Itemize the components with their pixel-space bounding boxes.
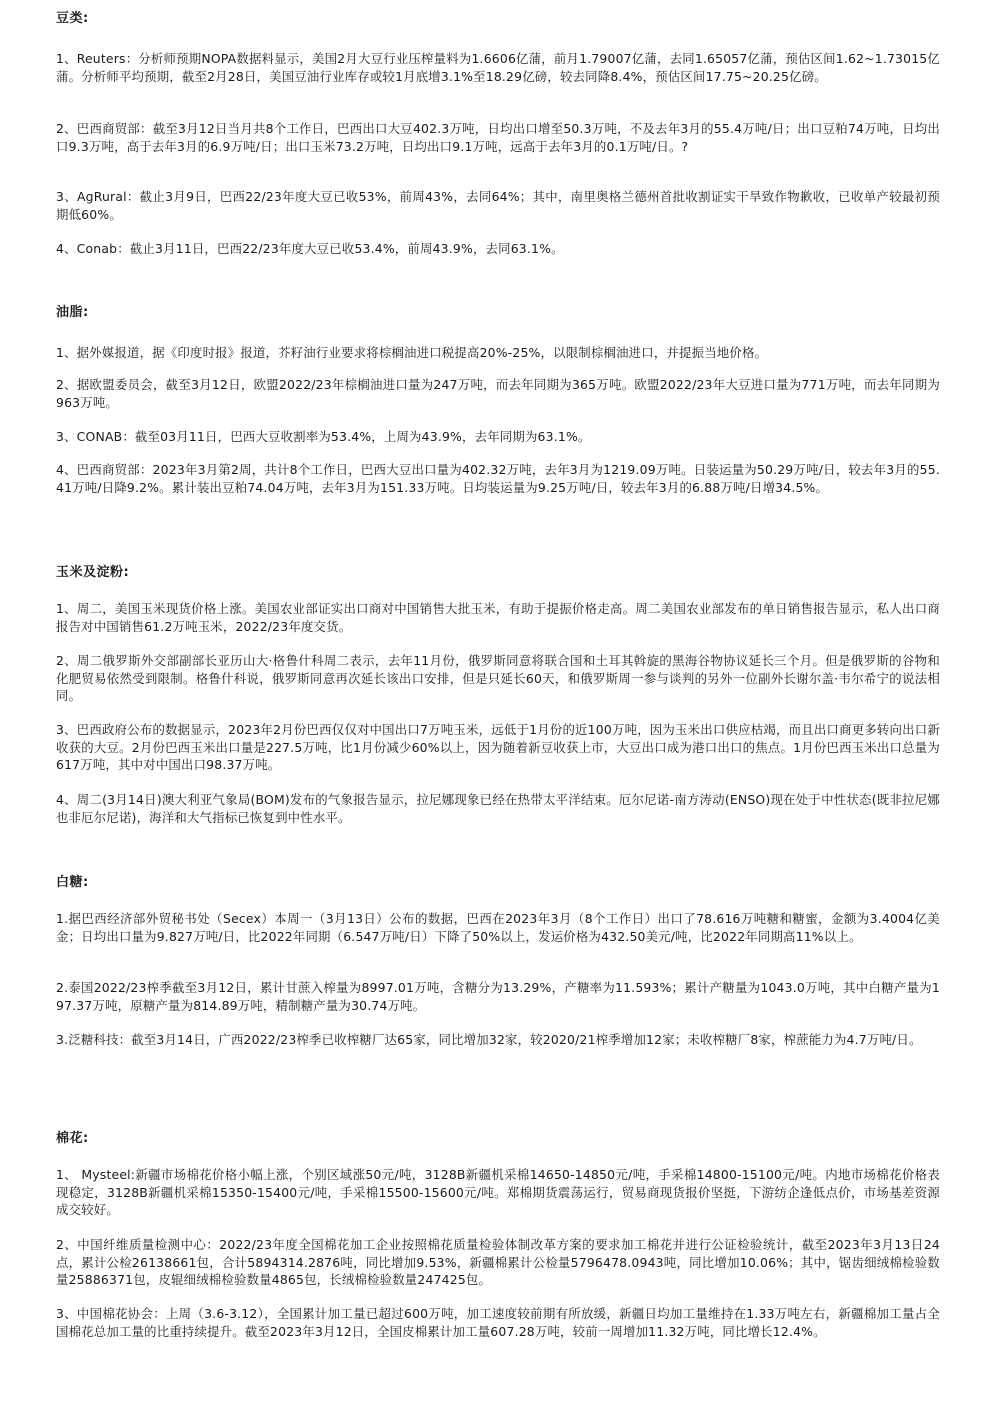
paragraph-text: 2、中国纤维质量检测中心：2022/23年度全国棉花加工企业按照棉花质量检验体制改革方案的要求加工棉花并进行公证检验统计，截至2023年3月13日24点，累计公检26138661包，合计5894314.2876吨，同比增加9.53%，新疆棉累计公检量5796478.0943吨，同比增加10.06%；其中，锯齿细绒棉检验数量25886371包，皮辊细绒棉检验数量4865包，长绒棉检验数量247425包。: [56, 1237, 940, 1287]
paragraph-text: 3、CONAB：截至03月11日，巴西大豆收割率为53.4%，上周为43.9%，去年同期为63.1%。: [56, 429, 591, 444]
paragraph-text: 2、巴西商贸部：截至3月12日当月共8个工作日，巴西出口大豆402.3万吨，日均出口增至50.3万吨，不及去年3月的55.4万吨/日；出口豆粕74万吨，日均出口9.3万吨，高于去年3月的6.9万吨/日；出口玉米73.2万吨，日均出口9.1万吨，远高于去年3月的0.1万吨/日。?: [56, 121, 940, 154]
section-sugar: [56, 874, 940, 892]
paragraph-text: 2、周二俄罗斯外交部副部长亚历山大·格鲁什科周二表示，去年11月份，俄罗斯同意将联合国和土耳其斡旋的黑海谷物协议延长三个月。但是俄罗斯的谷物和化肥贸易依然受到限制。格鲁什科说，俄罗斯同意再次延长该出口安排，但是只延长60天，和俄罗斯周一参与谈判的另外一位副外长谢尔盖·韦尔希宁的说法相同。: [56, 653, 940, 703]
paragraph: [56, 910, 940, 945]
paragraph: [56, 120, 940, 155]
paragraph-text: 4、周二(3月14日)澳大利亚气象局(BOM)发布的气象报告显示，拉尼娜现象已经在热带太平洋结束。厄尔尼诺-南方涛动(ENSO)现在处于中性状态(既非拉尼娜也非厄尔尼诺)，海洋和大气指标已恢复到中性水平。: [56, 792, 940, 825]
paragraph: [56, 1236, 940, 1289]
paragraph: [56, 240, 940, 258]
paragraph-text: 2、据欧盟委员会，截至3月12日，欧盟2022/23年棕榈油进口量为247万吨，而去年同期为365万吨。欧盟2022/23年大豆进口量为771万吨，而去年同期为963万吨。: [56, 377, 940, 410]
paragraph: [56, 376, 940, 411]
section-title: 白糖:: [56, 875, 89, 890]
paragraph-text: 3、巴西政府公布的数据显示，2023年2月份巴西仅仅对中国出口7万吨玉米，远低于1月份的近100万吨，因为玉米出口供应枯竭，而且出口商更多转向出口新收获的大豆。2月份巴西玉米出口量是227.5万吨，比1月份减少60%以上，因为随着新豆收获上市，大豆出口成为港口出口的焦点。1月份巴西玉米出口总量为617万吨，其中对中国出口98.37万吨。: [56, 722, 940, 772]
paragraph: [56, 721, 940, 774]
paragraph-text: 4、巴西商贸部：2023年3月第2周，共计8个工作日，巴西大豆出口量为402.32万吨，去年3月为1219.09万吨。日装运量为50.29万吨/日，较去年3月的55.41万吨/日降9.2%。累计装出豆粕74.04万吨，去年3月为151.33万吨。日均装运量为9.25万吨/日，较去年3月的6.88万吨/日增34.5%。: [56, 462, 940, 495]
paragraph: [56, 979, 940, 1014]
section-title: 豆类:: [56, 11, 89, 26]
paragraph: [56, 791, 940, 826]
paragraph: [56, 50, 940, 85]
section-cotton: [56, 1130, 940, 1148]
paragraph-text: 3.泛糖科技：截至3月14日，广西2022/23榨季已收榨糖厂达65家，同比增加32家，较2020/21榨季增加12家；未收榨糖厂8家，榨蔗能力为4.7万吨/日。: [56, 1032, 922, 1047]
paragraph-text: 3、中国棉花协会：上周（3.6-3.12），全国累计加工量已超过600万吨，加工速度较前期有所放缓，新疆日均加工量维持在1.33万吨左右，新疆棉加工量占全国棉花总加工量的比重持续提升。截至2023年3月12日，全国皮棉累计加工量607.28万吨，较前一周增加11.32万吨，同比增长12.4%。: [56, 1306, 940, 1339]
paragraph-text: 1、据外媒报道，据《印度时报》报道，芥籽油行业要求将棕榈油进口税提高20%-25%，以限制棕榈油进口，并提振当地价格。: [56, 345, 768, 360]
paragraph: [56, 1305, 940, 1340]
paragraph-text: 1、Reuters：分析师预期NOPA数据料显示，美国2月大豆行业压榨量料为1.6606亿蒲，前月1.79007亿蒲，去同1.65057亿蒲，预估区间1.62~1.73015亿蒲。分析师平均预期，截至2月28日，美国豆油行业库存或较1月底增3.1%至18.29亿磅，较去同降8.4%，预估区间17.75~20.25亿磅。: [56, 51, 940, 84]
paragraph-text: 1.据巴西经济部外贸秘书处（Secex）本周一（3月13日）公布的数据，巴西在2023年3月（8个工作日）出口了78.616万吨糖和糖蜜，金额为3.4004亿美金；日均出口量为9.827万吨/日，比2022年同期（6.547万吨/日）下降了50%以上，发运价格为432.50美元/吨，比2022年同期高11%以上。: [56, 911, 940, 944]
paragraph: [56, 344, 940, 362]
paragraph-text: 4、Conab：截止3月11日，巴西22/23年度大豆已收53.4%，前周43.9%，去同63.1%。: [56, 241, 564, 256]
section-corn-starch: [56, 564, 940, 582]
paragraph: [56, 428, 940, 446]
paragraph-text: 1、周二，美国玉米现货价格上涨。美国农业部证实出口商对中国销售大批玉米，有助于提振价格走高。周二美国农业部发布的单日销售报告显示，私人出口商报告对中国销售61.2万吨玉米，2022/23年度交货。: [56, 601, 940, 634]
section-oils: [56, 304, 940, 322]
section-title: 油脂:: [56, 305, 89, 320]
paragraph-text: 2.泰国2022/23榨季截至3月12日，累计甘蔗入榨量为8997.01万吨，含糖分为13.29%，产糖率为11.593%；累计产糖量为1043.0万吨，其中白糖产量为197.37万吨，原糖产量为814.89万吨，精制糖产量为30.74万吨。: [56, 980, 940, 1013]
paragraph: [56, 1031, 940, 1049]
section-title: 玉米及淀粉:: [56, 565, 130, 580]
paragraph: [56, 461, 940, 496]
paragraph: [56, 600, 940, 635]
section-beans: [56, 10, 940, 28]
section-title: 棉花:: [56, 1131, 89, 1146]
paragraph: [56, 1166, 940, 1219]
paragraph-text: 3、AgRural：截止3月9日，巴西22/23年度大豆已收53%，前周43%，去同64%；其中，南里奥格兰德州首批收割证实干旱致作物歉收，已收单产较最初预期低60%。: [56, 189, 940, 222]
paragraph: [56, 652, 940, 705]
paragraph-text: 1、 Mysteel:新疆市场棉花价格小幅上涨，个别区域涨50元/吨，3128B新疆机采棉14650-14850元/吨，手采棉14800-15100元/吨。内地市场棉花价格表现稳定，3128B新疆机采棉15350-15400元/吨，手采棉15500-15600元/吨。郑棉期货震荡运行，贸易商现货报价坚挺，下游纺企逢低点价，市场基差资源成交较好。: [56, 1167, 940, 1217]
paragraph: [56, 188, 940, 223]
